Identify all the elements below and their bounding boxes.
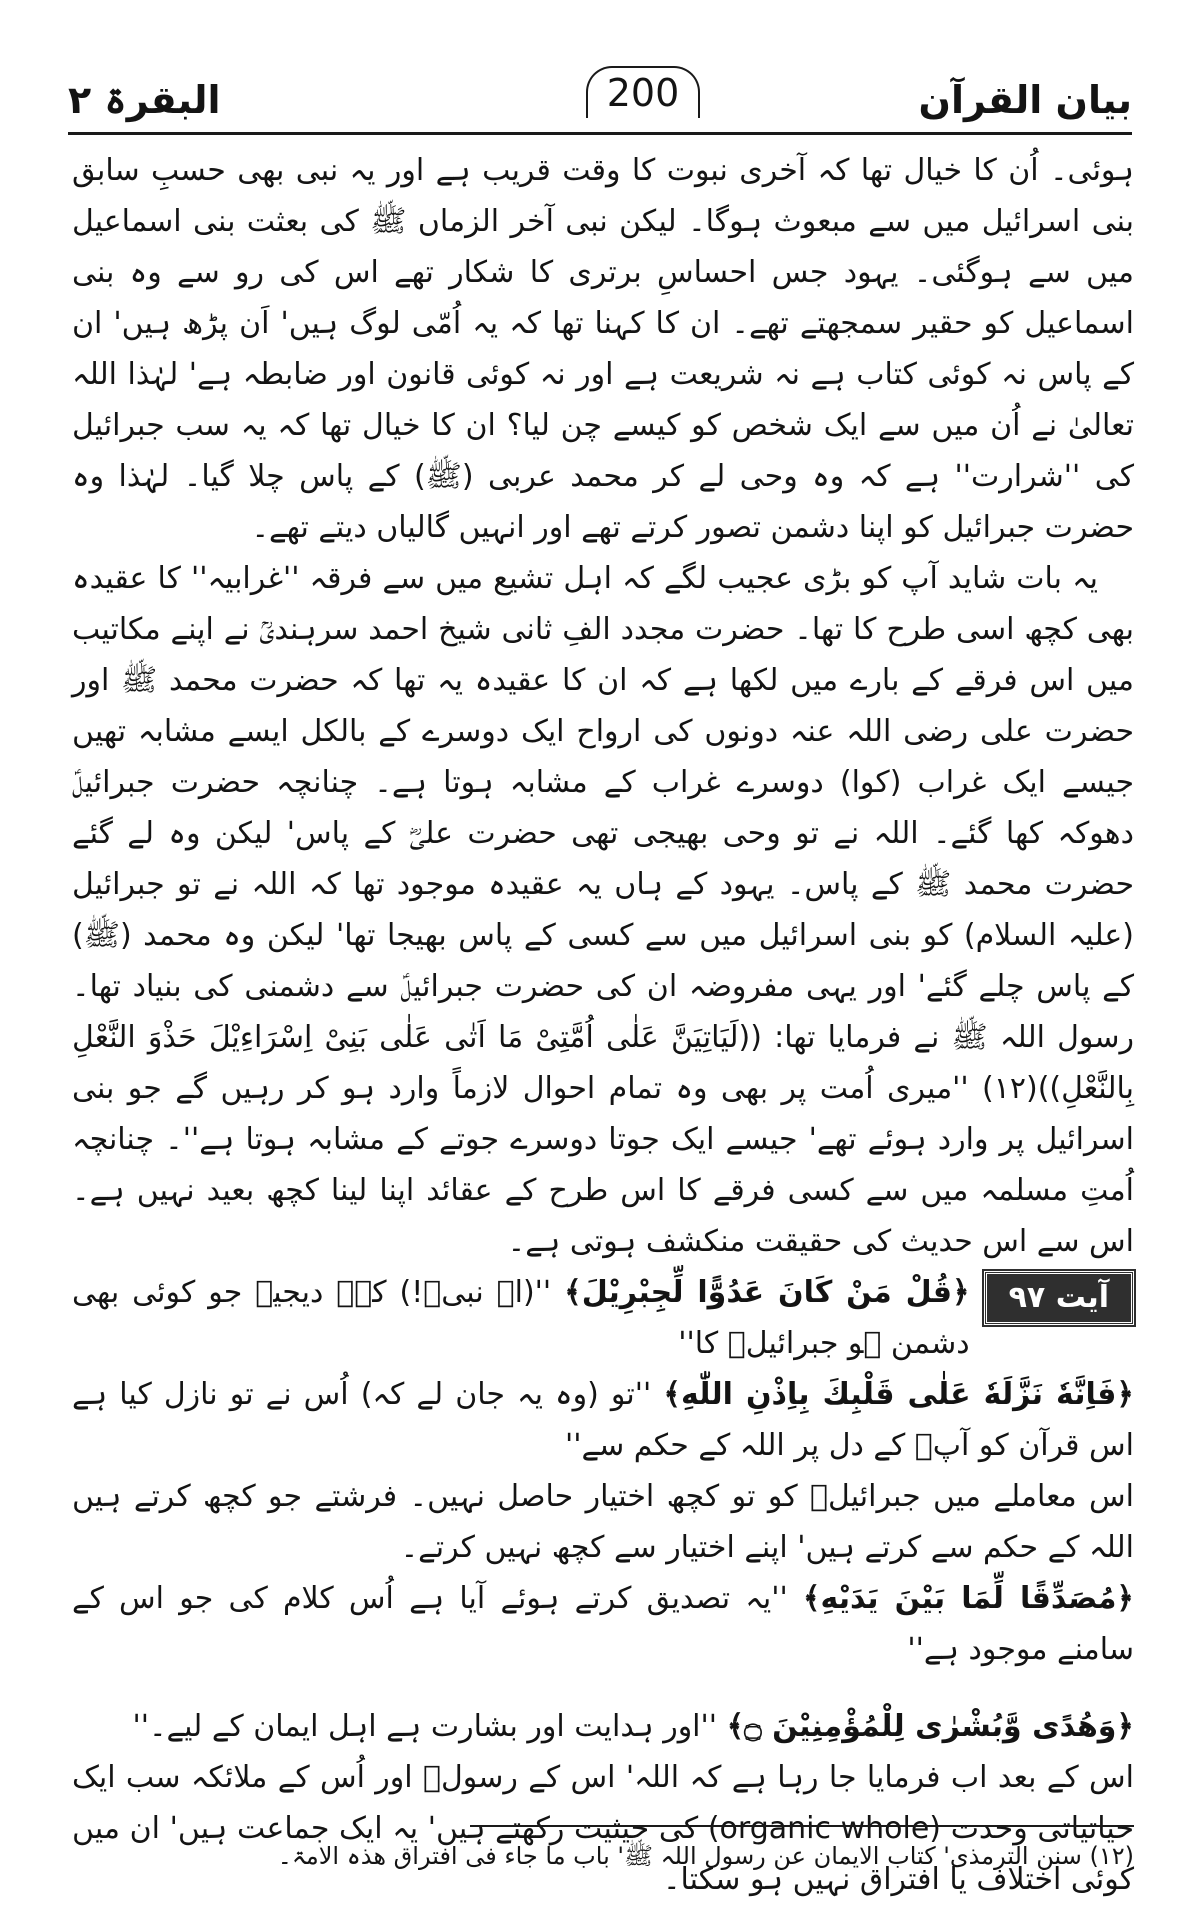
ayah-97-block (72, 1267, 1134, 1369)
ayah-translation: ''(اے نبیؐ!) کہہ دیجیے جو کوئی بھی دشمن ہو جبرائیلؑ کا'' (72, 1275, 970, 1361)
verse-arabic: ﴿فَاِنَّهٗ نَزَّلَهٗ عَلٰى قَلْبِكَ بِاِذْنِ اللّٰهِ﴾ (663, 1377, 1134, 1412)
footnote-divider (470, 1825, 1134, 1827)
verse-3 (72, 1701, 1134, 1752)
verse-translation: ''یہ تصدیق کرتے ہوئے آیا ہے اُس کلام کی جو اس کے سامنے موجود ہے'' (72, 1581, 1134, 1667)
footnote: (۱۲) سنن الترمذی' کتاب الایمان عن رسول اللہ ﷺ' باب ما جاء فی افتراق ھذہ الامۃ۔ (277, 1842, 1134, 1870)
ayah-number-badge: آیت ۹۷ (984, 1271, 1134, 1325)
verse-1-commentary: اس معاملے میں جبرائیلؑ کو تو کچھ اختیار حاصل نہیں۔ فرشتے جو کچھ کرتے ہیں اللہ کے حکم سے کرتے ہیں' اپنے اختیار سے کچھ نہیں کرتے۔ (72, 1479, 1134, 1565)
paragraph-2: یہ بات شاید آپ کو بڑی عجیب لگے کہ اہل تشیع میں سے فرقہ ''غرابیہ'' کا عقیدہ بھی کچھ اسی طرح کا تھا۔ حضرت مجدد الفِ ثانی شیخ احمد سرہندیؒ نے اپنے مکاتیب میں اس فرقے کے بارے میں لکھا ہے کہ ان کا عقیدہ یہ تھا کہ حضرت محمد ﷺ اور حضرت علی رضی اللہ عنہ دونوں کی ارواح ایک دوسرے کے بالکل ایسے مشابہ تھیں جیسے ایک غراب (کوا) دوسرے غراب کے مشابہ ہوتا ہے۔ چنانچہ حضرت جبرائیلؑ دھوکہ کھا گئے۔ اللہ نے تو وحی بھیجی تھی حضرت علیؓ کے پاس' لیکن وہ لے گئے حضرت محمد ﷺ کے پاس۔ یہود کے ہاں یہ عقیدہ موجود تھا کہ اللہ نے تو جبرائیل (علیہ السلام) کو بنی اسرائیل میں سے کسی کے پاس بھیجا تھا' لیکن وہ محمد (ﷺ) کے پاس چلے گئے' اور یہی مفروضہ ان کی حضرت جبرائیلؑ سے دشمنی کی بنیاد تھا۔ رسول اللہ ﷺ نے فرمایا تھا: ((لَیَاتِیَنَّ عَلٰی اُمَّتِیْ مَا اَتٰی عَلٰی بَنِیْ اِسْرَاءِیْلَ حَذْوَ النَّعْلِ بِالنَّعْلِ))(۱۲) ''میری اُمت پر بھی وہ تمام احوال لازماً وارد ہو کر رہیں گے جو بنی اسرائیل پر وارد ہوئے تھے' جیسے ایک جوتا دوسرے جوتے کے مشابہ ہوتا ہے''۔ چنانچہ اُمتِ مسلمہ میں سے کسی فرقے کا اس طرح کے عقائد اپنا لینا کچھ بعید نہیں ہے۔ اس سے اس حدیث کی حقیقت منکشف ہوتی ہے۔ (72, 561, 1134, 1259)
commentary-text: اس کے بعد اب فرمایا جا رہا ہے کہ اللہ' اس کے رسولؐ اور اُس کے ملائکہ سب ایک حیاتیاتی وحدت (72, 1760, 1134, 1846)
commentary-text: کی حیثیت رکھتے ہیں' یہ ایک جماعت ہیں' ان میں کوئی اختلاف یا افتراق نہیں ہو سکتا۔ (72, 1811, 1134, 1897)
body-text (72, 145, 1134, 1905)
page-header (68, 72, 1132, 135)
paragraph-1: ہوئی۔ اُن کا خیال تھا کہ آخری نبوت کا وقت قریب ہے اور یہ نبی بھی حسبِ سابق بنی اسرائیل میں سے مبعوث ہوگا۔ لیکن نبی آخر الزماں ﷺ کی بعثت بنی اسماعیل میں سے ہوگئی۔ یہود جس احساسِ برتری کا شکار تھے اس کی رو سے وہ بنی اسماعیل کو حقیر سمجھتے تھے۔ ان کا کہنا تھا کہ یہ اُمّی لوگ ہیں' اَن پڑھ ہیں' ان کے پاس نہ کوئی کتاب ہے نہ شریعت ہے اور نہ کوئی قانون اور ضابطہ ہے' لہٰذا اللہ تعالیٰ نے اُن میں سے ایک شخص کو کیسے چن لیا؟ ان کا خیال تھا کہ یہ سب جبرائیل کی ''شرارت'' ہے کہ وہ وحی لے کر محمد عربی (ﷺ) کے پاس چلا گیا۔ لہٰذا وہ حضرت جبرائیل کو اپنا دشمن تصور کرتے تھے اور انہیں گالیاں دیتے تھے۔ (72, 153, 1134, 545)
surah-name: البقرۃ ۲ (68, 78, 221, 122)
verse-2 (72, 1573, 1134, 1675)
verse-translation: ''اور ہدایت اور بشارت ہے اہل ایمان کے لیے۔'' (132, 1709, 718, 1744)
commentary-latin-term: (organic whole) (707, 1811, 942, 1846)
ayah-arabic: ﴿قُلْ مَنْ كَانَ عَدُوًّا لِّجِبْرِيْلَ﴾ (564, 1275, 970, 1310)
verse-translation: ''تو (وہ یہ جان لے کہ) اُس نے تو نازل کیا ہے اس قرآن کو آپؐ کے دل پر اللہ کے حکم سے'' (72, 1377, 1134, 1463)
page-number: 200 (586, 66, 700, 118)
spacer (72, 1675, 1134, 1701)
verse-1 (72, 1369, 1134, 1471)
verse-arabic: ﴿وَهُدًى وَّبُشْرٰى لِلْمُؤْمِنِيْنَ ۝﴾ (726, 1709, 1134, 1744)
verse-arabic: ﴿مُصَدِّقًا لِّمَا بَيْنَ يَدَيْهِ﴾ (802, 1581, 1134, 1616)
verse-3-commentary (72, 1752, 1134, 1905)
book-title: بیان القرآن (918, 78, 1132, 122)
